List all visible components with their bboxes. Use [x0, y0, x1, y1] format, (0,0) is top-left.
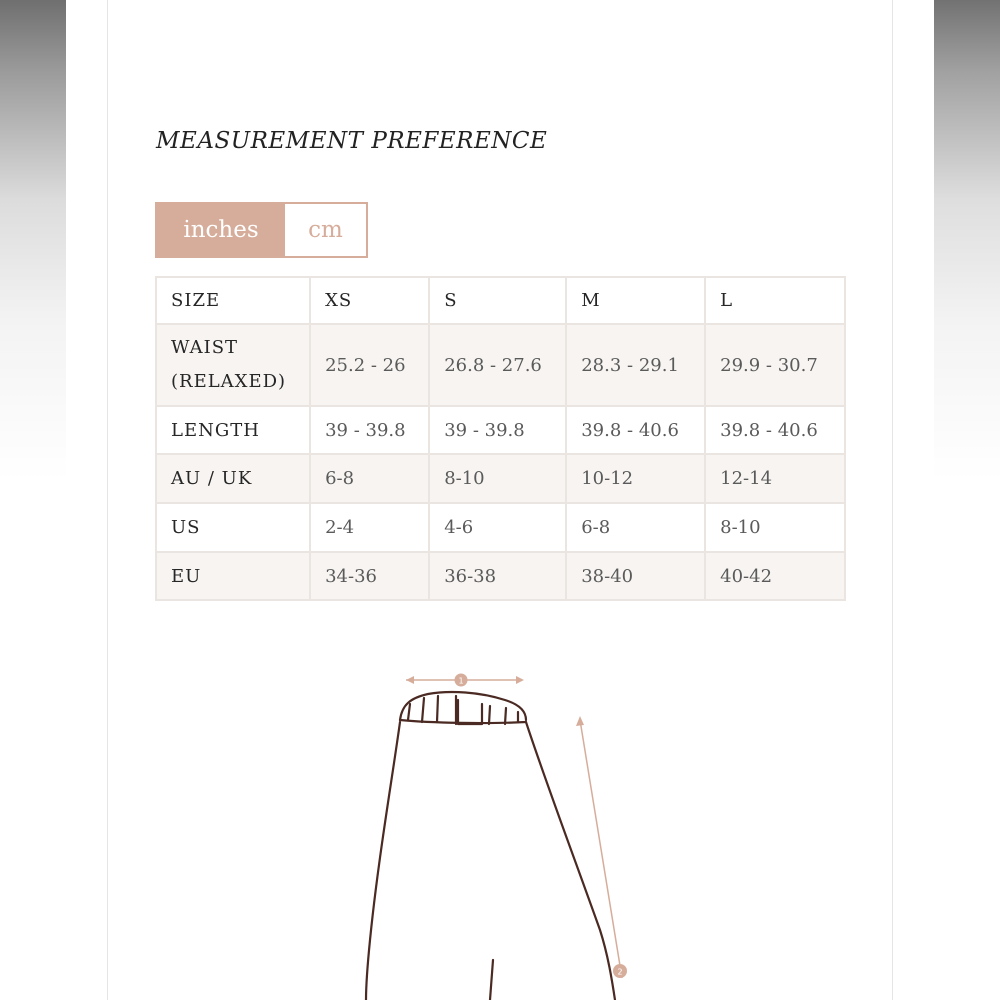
row-label-waist	[156, 324, 310, 406]
table-cell: 8-10	[429, 454, 566, 503]
row-label-us: US	[156, 503, 310, 552]
pants-outline	[366, 692, 615, 1000]
table-cell: 6-8	[566, 503, 705, 552]
table-row	[156, 324, 845, 406]
header-xs: XS	[310, 277, 429, 324]
table-cell: 2-4	[310, 503, 429, 552]
header-m: M	[566, 277, 705, 324]
table-cell: 39.8 - 40.6	[705, 406, 845, 454]
table-cell: 39 - 39.8	[429, 406, 566, 454]
table-cell: 38-40	[566, 552, 705, 600]
table-cell: 26.8 - 27.6	[429, 324, 566, 406]
measurement-preference-title: MEASUREMENT PREFERENCE	[156, 128, 548, 154]
row-label-length: LENGTH	[156, 406, 310, 454]
table-cell: 25.2 - 26	[310, 324, 429, 406]
table-cell: 12-14	[705, 454, 845, 503]
row-label-au-uk: AU / UK	[156, 454, 310, 503]
table-header-row	[156, 277, 845, 324]
table-cell: 6-8	[310, 454, 429, 503]
table-cell: 34-36	[310, 552, 429, 600]
table-cell: 36-38	[429, 552, 566, 600]
blurred-right-edge	[934, 0, 1000, 1000]
size-table	[155, 276, 846, 601]
row-label-eu: EU	[156, 552, 310, 600]
table-cell: 28.3 - 29.1	[566, 324, 705, 406]
marker-2-label: 2	[617, 967, 623, 977]
header-size: SIZE	[156, 277, 310, 324]
row-label-waist-line1: WAIST	[171, 337, 239, 358]
table-cell: 39.8 - 40.6	[566, 406, 705, 454]
row-label-waist-line2: (RELAXED)	[171, 371, 287, 392]
waist-measure-arrow	[406, 674, 524, 687]
inches-button[interactable]: inches	[157, 204, 285, 256]
table-row	[156, 454, 845, 503]
table-cell: 39 - 39.8	[310, 406, 429, 454]
unit-toggle	[155, 202, 368, 258]
panel-border-left	[107, 0, 108, 1000]
pants-measurement-diagram	[340, 660, 660, 1000]
table-cell: 8-10	[705, 503, 845, 552]
header-s: S	[429, 277, 566, 324]
panel-border-right	[892, 0, 893, 1000]
marker-1-label: 1	[458, 676, 464, 686]
table-row	[156, 406, 845, 454]
table-cell: 10-12	[566, 454, 705, 503]
table-row	[156, 552, 845, 600]
header-l: L	[705, 277, 845, 324]
table-cell: 4-6	[429, 503, 566, 552]
cm-button[interactable]: cm	[285, 204, 366, 256]
table-row	[156, 503, 845, 552]
table-cell: 40-42	[705, 552, 845, 600]
table-cell: 29.9 - 30.7	[705, 324, 845, 406]
blurred-left-edge	[0, 0, 66, 1000]
